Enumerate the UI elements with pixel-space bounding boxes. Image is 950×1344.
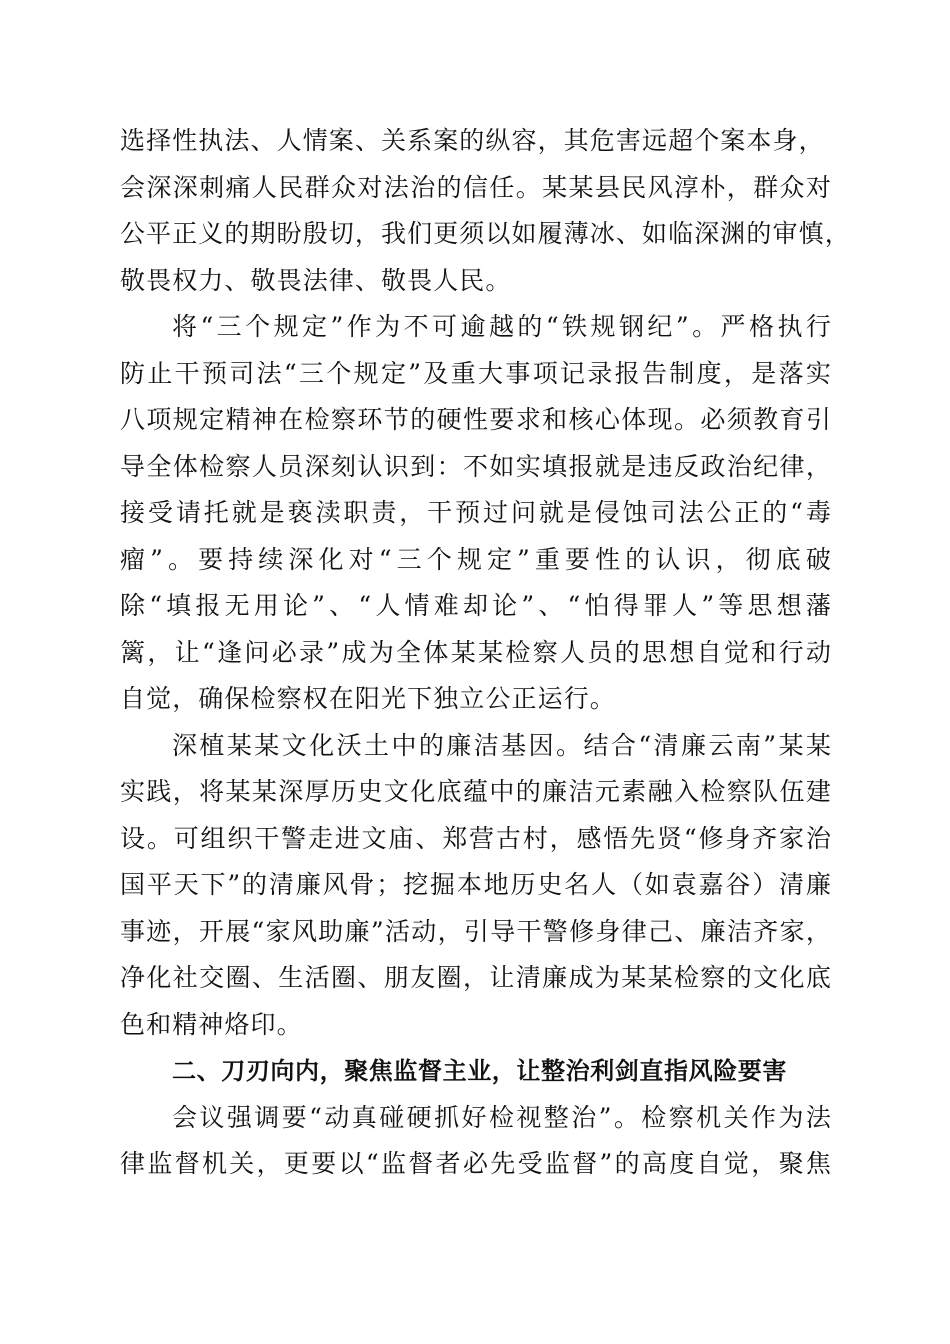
text-line: 八项规定精神在检察环节的硬性要求和核心体现。必须教育引 xyxy=(120,405,832,434)
text-line: 会深深刺痛人民群众对法治的信任。某某县民风淳朴，群众对 xyxy=(120,172,832,202)
text-line: 实践，将某某深厚历史文化底蕴中的廉洁元素融入检察队伍建 xyxy=(120,777,832,806)
text-line: 设。可组织干警走进文庙、郑营古村，感悟先贤“修身齐家治 xyxy=(120,823,832,853)
text-line: 除“填报无用论”、“人情难却论”、“怕得罪人”等思想藩 xyxy=(120,591,832,620)
text-line: 瘤”。要持续深化对“三个规定”重要性的认识，彻底破 xyxy=(120,544,832,574)
text-line: 深植某某文化沃土中的廉洁基因。结合“清廉云南”某某 xyxy=(172,730,832,760)
text-line: 将“三个规定”作为不可逾越的“铁规钢纪”。严格执行 xyxy=(172,312,832,341)
text-line: 会议强调要“动真碰硬抓好检视整治”。检察机关作为法 xyxy=(172,1102,832,1132)
text-line: 国平天下”的清廉风骨；挖掘本地历史名人（如袁嘉谷）清廉 xyxy=(120,870,832,899)
text-line: 净化社交圈、生活圈、朋友圈，让清廉成为某某检察的文化底 xyxy=(120,963,832,992)
text-line: 事迹，开展“家风助廉”活动，引导干警修身律己、廉洁齐家， xyxy=(120,916,832,946)
text-line: 接受请托就是亵渎职责，干预过问就是侵蚀司法公正的“毒 xyxy=(120,498,832,527)
text-line: 自觉，确保检察权在阳光下独立公正运行。 xyxy=(120,684,616,713)
text-line: 防止干预司法“三个规定”及重大事项记录报告制度，是落实 xyxy=(120,358,832,388)
text-line: 公平正义的期盼殷切，我们更须以如履薄冰、如临深渊的审慎， xyxy=(120,219,851,248)
text-line: 选择性执法、人情案、关系案的纵容，其危害远超个案本身， xyxy=(120,126,825,155)
text-line: 律监督机关，更要以“监督者必先受监督”的高度自觉，聚焦 xyxy=(120,1149,832,1178)
text-line: 篱，让“逢问必录”成为全体某某检察人员的思想自觉和行动 xyxy=(120,637,832,667)
document-body xyxy=(120,118,851,1188)
text-line: 导全体检察人员深刻认识到：不如实填报就是违反政治纪律， xyxy=(120,451,832,481)
text-line: 敬畏权力、敬畏法律、敬畏人民。 xyxy=(120,265,512,295)
section-heading: 二、刀刃向内，聚焦监督主业，让整治利剑直指风险要害 xyxy=(172,1057,787,1085)
text-line: 色和精神烙印。 xyxy=(120,1009,303,1039)
